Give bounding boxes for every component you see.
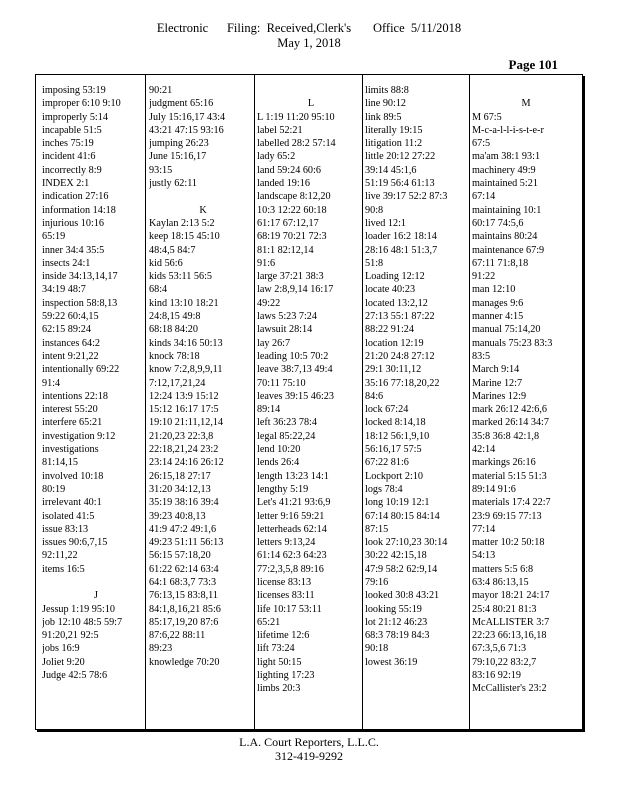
index-entry: looked 30:8 43:21 <box>365 590 440 602</box>
index-column-3 <box>257 84 365 696</box>
index-entry: landed 19:16 <box>257 178 310 190</box>
index-entry: knock 78:18 <box>149 350 200 362</box>
index-entry: lengthy 5:19 <box>257 483 309 495</box>
index-entry: matter 10:2 50:18 <box>472 537 545 549</box>
index-entry: June 15:16,17 <box>149 151 207 163</box>
index-entry: keep 18:15 45:10 <box>149 231 220 243</box>
index-entry: intentions 22:18 <box>42 390 108 402</box>
index-entry: M 67:5 <box>472 111 502 123</box>
index-entry: 68:4 <box>149 284 168 296</box>
section-letter-heading: L <box>307 98 315 110</box>
index-entry: 21:20 24:8 27:12 <box>365 350 435 362</box>
index-entry: left 36:23 78:4 <box>257 417 317 429</box>
index-entry: 43:21 47:15 93:16 <box>149 124 224 136</box>
page-number: Page 101 <box>508 57 558 72</box>
index-entry: 31:20 34:12,13 <box>149 483 211 495</box>
index-entry: 51:19 56:4 61:13 <box>365 178 435 190</box>
index-entry: legal 85:22,24 <box>257 430 316 442</box>
index-entry: live 39:17 52:2 87:3 <box>365 191 448 203</box>
index-entry: 29:1 30:11,12 <box>365 364 422 376</box>
index-entry: justly 62:11 <box>149 178 198 190</box>
index-entry: lends 26:4 <box>257 457 300 469</box>
index-entry: L 1:19 11:20 95:10 <box>257 111 335 123</box>
index-entry: labelled 28:2 57:14 <box>257 138 336 150</box>
index-entry: 59:22 60:4,15 <box>42 311 99 323</box>
index-entry: involved 10:18 <box>42 470 104 482</box>
index-entry: 81:1 82:12,14 <box>257 244 314 256</box>
index-entry: 77:2,3,5,8 89:16 <box>257 563 324 575</box>
index-entry: information 14:18 <box>42 204 116 216</box>
index-entry: 22:18,21,24 23:2 <box>149 444 219 456</box>
section-letter-heading: J <box>94 590 98 602</box>
index-entry: 61:14 62:3 64:23 <box>257 550 327 562</box>
index-entry: instances 64:2 <box>42 337 101 349</box>
index-entry: limits 88:8 <box>365 85 409 96</box>
index-entry: kind 13:10 18:21 <box>149 297 219 309</box>
index-entry: 56:15 57:18,20 <box>149 550 211 562</box>
index-entry: literally 19:15 <box>365 124 423 136</box>
index-entry: 42:14 <box>472 444 496 456</box>
index-entry: 48:4,5 84:7 <box>149 244 196 256</box>
index-page-frame <box>35 74 583 730</box>
index-entry: 81:14,15 <box>42 457 78 469</box>
index-entry: 30:22 42:15,18 <box>365 550 427 562</box>
index-entry: letterheads 62:14 <box>257 523 327 535</box>
index-entry: locked 8:14,18 <box>365 417 426 429</box>
index-entry: 90:21 <box>149 85 173 96</box>
index-entry: 88:22 91:24 <box>365 324 414 336</box>
index-entry: isolated 41:5 <box>42 510 95 522</box>
index-entry: Loading 12:12 <box>365 271 425 283</box>
index-entry: manner 4:15 <box>472 311 524 323</box>
index-entry: Marines 12:9 <box>472 390 527 402</box>
index-entry: large 37:21 38:3 <box>257 271 324 283</box>
index-entry: 77:14 <box>472 523 496 535</box>
index-entry: kinds 34:16 50:13 <box>149 337 223 349</box>
index-entry: 89:14 91:6 <box>472 483 516 495</box>
index-entry: lifetime 12:6 <box>257 630 310 642</box>
index-entry: label 52:21 <box>257 124 303 136</box>
index-entry: lot 21:12 46:23 <box>365 616 428 628</box>
index-column-2 <box>149 84 257 669</box>
index-entry: 61:22 62:14 63:4 <box>149 563 219 575</box>
index-entry: 56:16,17 57:5 <box>365 444 422 456</box>
index-entry: 65:19 <box>42 231 66 243</box>
index-entry: 25:4 80:21 81:3 <box>472 603 537 615</box>
blank-line <box>149 190 257 203</box>
index-entry: maintained 5:21 <box>472 178 538 190</box>
column-divider <box>145 75 146 729</box>
index-entry: interfere 65:21 <box>42 417 103 429</box>
blank-line <box>42 576 150 589</box>
index-entry: 49:22 <box>257 297 281 309</box>
index-entry: 93:15 <box>149 164 173 176</box>
index-entry: 84:6 <box>365 390 384 402</box>
index-entry: knowledge 70:20 <box>149 656 220 668</box>
index-entry: 64:1 68:3,7 73:3 <box>149 576 217 588</box>
index-entry: letters 9:13,24 <box>257 537 316 549</box>
index-entry: 61:17 67:12,17 <box>257 217 319 229</box>
index-entry: Joliet 9:20 <box>42 656 85 668</box>
index-entry: 26:15,18 27:17 <box>149 470 211 482</box>
index-entry: inner 34:4 35:5 <box>42 244 105 256</box>
index-entry: manages 9:6 <box>472 297 524 309</box>
index-entry: 90:18 <box>365 643 389 655</box>
index-entry: injurious 10:16 <box>42 217 104 229</box>
index-entry: 70:11 75:10 <box>257 377 306 389</box>
index-entry: 68:3 78:19 84:3 <box>365 630 430 642</box>
index-entry: 84:1,8,16,21 85:6 <box>149 603 221 615</box>
index-entry: 39:23 40:8,13 <box>149 510 206 522</box>
index-entry: machinery 49:9 <box>472 164 536 176</box>
index-entry: lighting 17:23 <box>257 670 315 682</box>
index-entry: know 7:2,8,9,9,11 <box>149 364 223 376</box>
index-entry: located 13:2,12 <box>365 297 428 309</box>
index-entry: intent 9:21,22 <box>42 350 99 362</box>
index-entry: 27:13 55:1 87:22 <box>365 311 435 323</box>
index-entry: long 10:19 12:1 <box>365 497 430 509</box>
index-entry: lived 12:1 <box>365 217 407 229</box>
index-entry: litigation 11:2 <box>365 138 423 150</box>
index-entry: jumping 26:23 <box>149 138 209 150</box>
blank-line <box>472 84 580 97</box>
index-column-4 <box>365 84 473 669</box>
index-entry: letter 9:16 59:21 <box>257 510 325 522</box>
index-entry: March 9:14 <box>472 364 520 376</box>
index-entry: looking 55:19 <box>365 603 422 615</box>
index-entry: lend 10:20 <box>257 444 301 456</box>
index-entry: 34:19 48:7 <box>42 284 86 296</box>
index-entry: 39:14 45:1,6 <box>365 164 417 176</box>
index-entry: 62:15 89:24 <box>42 324 91 336</box>
index-entry: 67:22 81:6 <box>365 457 409 469</box>
index-entry: 12:24 13:9 15:12 <box>149 390 219 402</box>
index-entry: markings 26:16 <box>472 457 536 469</box>
index-entry: leaves 39:15 46:23 <box>257 390 334 402</box>
index-entry: 87:6,22 88:11 <box>149 630 206 642</box>
index-entry: material 5:15 51:3 <box>472 470 547 482</box>
index-entry: 7:12,17,21,24 <box>149 377 206 389</box>
index-entry: inspection 58:8,13 <box>42 297 118 309</box>
index-entry: irrelevant 40:1 <box>42 497 102 509</box>
index-entry: 49:23 51:11 56:13 <box>149 537 224 549</box>
index-entry: 92:11,22 <box>42 550 78 562</box>
index-entry: improper 6:10 9:10 <box>42 98 121 110</box>
index-entry: 41:9 47:2 49:1,6 <box>149 523 217 535</box>
index-entry: manuals 75:23 83:3 <box>472 337 553 349</box>
blank-line <box>257 84 365 97</box>
index-entry: investigation 9:12 <box>42 430 116 442</box>
index-entry: inches 75:19 <box>42 138 94 150</box>
index-entry: look 27:10,23 30:14 <box>365 537 448 549</box>
index-entry: indication 27:16 <box>42 191 109 203</box>
index-entry: 35:8 36:8 42:1,8 <box>472 430 540 442</box>
index-entry: Kaylan 2:13 5:2 <box>149 217 215 229</box>
index-entry: 21:20,23 22:3,8 <box>149 430 214 442</box>
index-entry: 15:12 16:17 17:5 <box>149 404 219 416</box>
index-entry: judgment 65:16 <box>149 98 214 110</box>
index-entry: insects 24:1 <box>42 257 91 269</box>
index-entry: 68:18 84:20 <box>149 324 198 336</box>
section-letter-heading: M <box>521 98 531 110</box>
index-entry: 89:14 <box>257 404 281 416</box>
index-entry: 91:22 <box>472 271 496 283</box>
index-entry: lock 67:24 <box>365 404 409 416</box>
index-entry: 67:3,5,6 71:3 <box>472 643 527 655</box>
index-entry: 89:23 <box>149 643 173 655</box>
index-entry: McCallister's 23:2 <box>472 683 547 695</box>
index-entry: 35:16 77:18,20,22 <box>365 377 440 389</box>
index-entry: manual 75:14,20 <box>472 324 541 336</box>
index-entry: job 12:10 48:5 59:7 <box>42 616 123 628</box>
index-entry: inside 34:13,14,17 <box>42 271 118 283</box>
index-entry: leave 38:7,13 49:4 <box>257 364 333 376</box>
reporter-name: L.A. Court Reporters, L.L.C. <box>239 735 379 749</box>
filing-stamp-line: Electronic Filing: Received,Clerk's Office 5/11/2018 <box>156 21 462 35</box>
index-entry: INDEX 2:1 <box>42 178 90 190</box>
index-column-1 <box>42 84 150 682</box>
index-entry: 24:8,15 49:8 <box>149 311 201 323</box>
index-entry: 63:4 86:13,15 <box>472 576 529 588</box>
index-entry: 23:9 69:15 77:13 <box>472 510 542 522</box>
index-entry: mayor 18:21 24:17 <box>472 590 550 602</box>
index-entry: improperly 5:14 <box>42 111 108 123</box>
index-entry: laws 5:23 7:24 <box>257 311 317 323</box>
index-entry: 67:5 <box>472 138 491 150</box>
index-entry: mark 26:12 42:6,6 <box>472 404 547 416</box>
index-entry: 67:14 80:15 84:14 <box>365 510 440 522</box>
index-entry: 19:10 21:11,12,14 <box>149 417 224 429</box>
index-entry: link 89:5 <box>365 111 402 123</box>
index-entry: 68:19 70:21 72:3 <box>257 231 327 243</box>
column-divider <box>469 75 470 729</box>
index-entry: location 12:19 <box>365 337 424 349</box>
index-entry: ma'am 38:1 93:1 <box>472 151 541 163</box>
index-entry: 76:13,15 83:8,11 <box>149 590 218 602</box>
index-entry: limbs 20:3 <box>257 683 301 695</box>
index-entry: July 15:16,17 43:4 <box>149 111 226 123</box>
index-entry: marked 26:14 34:7 <box>472 417 549 429</box>
index-entry: maintenance 67:9 <box>472 244 545 256</box>
reporter-phone: 312-419-9292 <box>275 749 343 763</box>
index-entry: 79:10,22 83:2,7 <box>472 656 537 668</box>
index-entry: Let's 41:21 93:6,9 <box>257 497 331 509</box>
index-entry: 23:14 24:16 26:12 <box>149 457 224 469</box>
index-entry: Marine 12:7 <box>472 377 523 389</box>
index-entry: interest 55:20 <box>42 404 98 416</box>
index-entry: 91:6 <box>257 257 276 269</box>
index-entry: incorrectly 8:9 <box>42 164 102 176</box>
index-entry: 60:17 74:5,6 <box>472 217 524 229</box>
column-divider <box>254 75 255 729</box>
index-entry: incident 41:6 <box>42 151 96 163</box>
index-entry: 87:15 <box>365 523 389 535</box>
index-entry: 85:17,19,20 87:6 <box>149 616 219 628</box>
index-entry: license 83:13 <box>257 576 312 588</box>
filing-date-line: May 1, 2018 <box>277 36 341 50</box>
index-entry: 80:19 <box>42 483 66 495</box>
index-entry: maintains 80:24 <box>472 231 538 243</box>
index-entry: law 2:8,9,14 16:17 <box>257 284 334 296</box>
index-entry: leading 10:5 70:2 <box>257 350 329 362</box>
index-entry: items 16:5 <box>42 563 85 575</box>
index-entry: lowest 36:19 <box>365 656 418 668</box>
index-entry: investigations <box>42 444 99 456</box>
index-entry: 54:13 <box>472 550 496 562</box>
index-entry: materials 17:4 22:7 <box>472 497 551 509</box>
index-entry: kids 53:11 56:5 <box>149 271 213 283</box>
index-entry: McALLISTER 3:7 <box>472 616 550 628</box>
index-entry: Judge 42:5 78:6 <box>42 670 108 682</box>
index-entry: lady 65:2 <box>257 151 296 163</box>
index-entry: 67:11 71:8,18 <box>472 257 529 269</box>
index-entry: locate 40:23 <box>365 284 416 296</box>
index-entry: incapable 51:5 <box>42 124 102 136</box>
index-column-5 <box>472 84 580 696</box>
index-entry: 91:4 <box>42 377 61 389</box>
index-entry: 83:5 <box>472 350 491 362</box>
section-letter-heading: K <box>199 204 207 216</box>
index-entry: 10:3 12:22 60:18 <box>257 204 327 216</box>
index-entry: issue 83:13 <box>42 523 89 535</box>
index-entry: loader 16:2 18:14 <box>365 231 437 243</box>
index-entry: intentionally 69:22 <box>42 364 120 376</box>
index-entry: Jessup 1:19 95:10 <box>42 603 116 615</box>
index-entry: light 50:15 <box>257 656 302 668</box>
index-entry: man 12:10 <box>472 284 516 296</box>
index-entry: 22:23 66:13,16,18 <box>472 630 547 642</box>
index-entry: line 90:12 <box>365 98 407 110</box>
index-entry: issues 90:6,7,15 <box>42 537 108 549</box>
index-entry: 28:16 48:1 51:3,7 <box>365 244 438 256</box>
index-entry: imposing 53:19 <box>42 85 106 96</box>
index-entry: land 59:24 60:6 <box>257 164 321 176</box>
index-entry: 83:16 92:19 <box>472 670 521 682</box>
index-entry: 65:21 <box>257 616 281 628</box>
index-entry: 79:16 <box>365 576 389 588</box>
index-entry: 18:12 56:1,9,10 <box>365 430 430 442</box>
index-entry: jobs 16:9 <box>42 643 80 655</box>
index-entry: licenses 83:11 <box>257 590 315 602</box>
index-entry: lay 26:7 <box>257 337 291 349</box>
index-entry: length 13:23 14:1 <box>257 470 329 482</box>
index-entry: maintaining 10:1 <box>472 204 542 216</box>
index-entry: 35:19 38:16 39:4 <box>149 497 219 509</box>
index-entry: 67:14 <box>472 191 496 203</box>
index-entry: logs 78:4 <box>365 483 403 495</box>
column-divider <box>362 75 363 729</box>
index-entry: 51:8 <box>365 257 384 269</box>
index-entry: life 10:17 53:11 <box>257 603 322 615</box>
index-entry: 47:9 58:2 62:9,14 <box>365 563 438 575</box>
index-entry: matters 5:5 6:8 <box>472 563 534 575</box>
index-entry: lawsuit 28:14 <box>257 324 313 336</box>
index-entry: Lockport 2:10 <box>365 470 424 482</box>
index-entry: M-c-a-l-l-i-s-t-e-r <box>472 124 544 136</box>
index-entry: 91:20,21 92:5 <box>42 630 99 642</box>
index-entry: landscape 8:12,20 <box>257 191 331 203</box>
index-entry: lift 73:24 <box>257 643 295 655</box>
index-entry: 90:8 <box>365 204 384 216</box>
index-entry: little 20:12 27:22 <box>365 151 436 163</box>
index-entry: kid 56:6 <box>149 257 183 269</box>
